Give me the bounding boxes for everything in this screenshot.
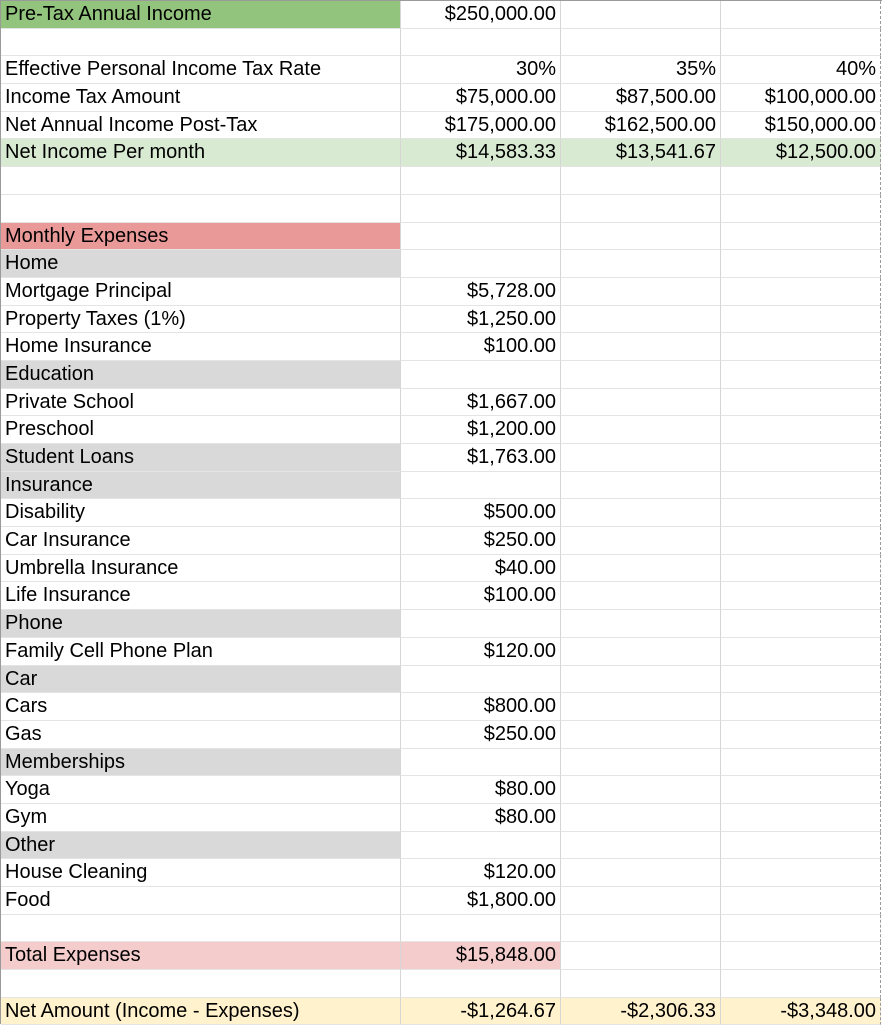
cell-r33-c2[interactable]: $1,800.00: [401, 887, 561, 915]
sheet-row: [1, 416, 882, 444]
cell-r22-c2[interactable]: $100.00: [401, 582, 561, 610]
cell-r16-c3[interactable]: [561, 416, 721, 444]
cell-r22-c4[interactable]: [721, 582, 881, 610]
cell-r27-c4[interactable]: [721, 721, 881, 749]
cell-r9-c1[interactable]: Monthly Expenses: [1, 223, 401, 251]
cell-r26-c3[interactable]: [561, 693, 721, 721]
cell-r4-c4[interactable]: $100,000.00: [721, 84, 881, 112]
cell-r13-c3[interactable]: [561, 333, 721, 361]
cell-r26-c4[interactable]: [721, 693, 881, 721]
cell-r37-c3[interactable]: -$2,306.33: [561, 998, 721, 1025]
sheet-row: [1, 887, 882, 915]
sheet-row: [1, 555, 882, 583]
cell-r11-c1[interactable]: Mortgage Principal: [1, 278, 401, 306]
cell-r23-c4[interactable]: [721, 610, 881, 638]
sheet-row: [1, 970, 882, 998]
cell-r8-c4[interactable]: [721, 195, 881, 223]
cell-r30-c4[interactable]: [721, 804, 881, 832]
cell-r30-c2[interactable]: $80.00: [401, 804, 561, 832]
cell-r18-c1[interactable]: Insurance: [1, 472, 401, 500]
sheet-row: [1, 278, 882, 306]
cell-r21-c2[interactable]: $40.00: [401, 555, 561, 583]
sheet-row: [1, 1, 882, 29]
cell-r33-c3[interactable]: [561, 887, 721, 915]
cell-r27-c1[interactable]: Gas: [1, 721, 401, 749]
cell-r3-c2[interactable]: 30%: [401, 56, 561, 84]
sheet-row: [1, 472, 882, 500]
cell-r28-c1[interactable]: Memberships: [1, 749, 401, 777]
cell-r9-c2[interactable]: [401, 223, 561, 251]
sheet-row: [1, 527, 882, 555]
cell-r30-c3[interactable]: [561, 804, 721, 832]
cell-r22-c3[interactable]: [561, 582, 721, 610]
cell-r16-c2[interactable]: $1,200.00: [401, 416, 561, 444]
cell-r7-c4[interactable]: [721, 167, 881, 195]
cell-r31-c1[interactable]: Other: [1, 832, 401, 860]
cell-r8-c2[interactable]: [401, 195, 561, 223]
cell-r23-c2[interactable]: [401, 610, 561, 638]
cell-r31-c2[interactable]: [401, 832, 561, 860]
sheet-row: [1, 56, 882, 84]
cell-r18-c4[interactable]: [721, 472, 881, 500]
cell-r31-c4[interactable]: [721, 832, 881, 860]
cell-r34-c1[interactable]: [1, 915, 401, 943]
sheet-row: [1, 112, 882, 140]
cell-r18-c2[interactable]: [401, 472, 561, 500]
cell-r17-c2[interactable]: $1,763.00: [401, 444, 561, 472]
cell-r31-c3[interactable]: [561, 832, 721, 860]
sheet-row: [1, 749, 882, 777]
cell-r24-c3[interactable]: [561, 638, 721, 666]
cell-r26-c1[interactable]: Cars: [1, 693, 401, 721]
cell-r1-c4[interactable]: [721, 1, 881, 29]
cell-r30-c1[interactable]: Gym: [1, 804, 401, 832]
cell-r10-c3[interactable]: [561, 250, 721, 278]
cell-r37-c2[interactable]: -$1,264.67: [401, 998, 561, 1025]
sheet-row: [1, 859, 882, 887]
cell-r19-c2[interactable]: $500.00: [401, 499, 561, 527]
cell-r25-c4[interactable]: [721, 666, 881, 694]
cell-r15-c1[interactable]: Private School: [1, 389, 401, 417]
cell-r24-c1[interactable]: Family Cell Phone Plan: [1, 638, 401, 666]
cell-r19-c3[interactable]: [561, 499, 721, 527]
cell-r36-c4[interactable]: [721, 970, 881, 998]
sheet-row: [1, 776, 882, 804]
cell-r27-c3[interactable]: [561, 721, 721, 749]
cell-r33-c4[interactable]: [721, 887, 881, 915]
cell-r23-c1[interactable]: Phone: [1, 610, 401, 638]
cell-r1-c2[interactable]: $250,000.00: [401, 1, 561, 29]
cell-r3-c4[interactable]: 40%: [721, 56, 881, 84]
cell-r4-c2[interactable]: $75,000.00: [401, 84, 561, 112]
cell-r25-c3[interactable]: [561, 666, 721, 694]
cell-r37-c4[interactable]: -$3,348.00: [721, 998, 881, 1025]
cell-r32-c3[interactable]: [561, 859, 721, 887]
sheet-row: [1, 666, 882, 694]
cell-r27-c2[interactable]: $250.00: [401, 721, 561, 749]
sheet-row: [1, 389, 882, 417]
cell-r2-c4[interactable]: [721, 29, 881, 57]
sheet-row: [1, 250, 882, 278]
cell-r5-c3[interactable]: $162,500.00: [561, 112, 721, 140]
cell-r4-c3[interactable]: $87,500.00: [561, 84, 721, 112]
cell-r3-c3[interactable]: 35%: [561, 56, 721, 84]
cell-r12-c1[interactable]: Property Taxes (1%): [1, 306, 401, 334]
cell-r7-c1[interactable]: [1, 167, 401, 195]
cell-r36-c3[interactable]: [561, 970, 721, 998]
cell-r12-c2[interactable]: $1,250.00: [401, 306, 561, 334]
cell-r3-c1[interactable]: Effective Personal Income Tax Rate: [1, 56, 401, 84]
cell-r13-c4[interactable]: [721, 333, 881, 361]
cell-r11-c2[interactable]: $5,728.00: [401, 278, 561, 306]
sheet-row: [1, 333, 882, 361]
cell-r32-c4[interactable]: [721, 859, 881, 887]
cell-r28-c3[interactable]: [561, 749, 721, 777]
sheet-row: [1, 361, 882, 389]
cell-r12-c3[interactable]: [561, 306, 721, 334]
sheet-row: [1, 444, 882, 472]
cell-r4-c1[interactable]: Income Tax Amount: [1, 84, 401, 112]
cell-r25-c1[interactable]: Car: [1, 666, 401, 694]
cell-r10-c4[interactable]: [721, 250, 881, 278]
cell-r1-c1[interactable]: Pre-Tax Annual Income: [1, 1, 401, 29]
sheet-row: [1, 167, 882, 195]
cell-r10-c1[interactable]: Home: [1, 250, 401, 278]
cell-r6-c3[interactable]: $13,541.67: [561, 139, 721, 167]
cell-r23-c3[interactable]: [561, 610, 721, 638]
cell-r26-c2[interactable]: $800.00: [401, 693, 561, 721]
sheet-row: [1, 693, 882, 721]
cell-r14-c1[interactable]: Education: [1, 361, 401, 389]
cell-r34-c4[interactable]: [721, 915, 881, 943]
cell-r20-c3[interactable]: [561, 527, 721, 555]
sheet-row: [1, 942, 882, 970]
cell-r9-c3[interactable]: [561, 223, 721, 251]
cell-r1-c3[interactable]: [561, 1, 721, 29]
sheet-row: [1, 139, 882, 167]
cell-r2-c2[interactable]: [401, 29, 561, 57]
cell-r12-c4[interactable]: [721, 306, 881, 334]
cell-r34-c2[interactable]: [401, 915, 561, 943]
cell-r36-c1[interactable]: [1, 970, 401, 998]
cell-r20-c2[interactable]: $250.00: [401, 527, 561, 555]
cell-r28-c4[interactable]: [721, 749, 881, 777]
cell-r16-c4[interactable]: [721, 416, 881, 444]
cell-r25-c2[interactable]: [401, 666, 561, 694]
sheet-row: [1, 306, 882, 334]
cell-r17-c4[interactable]: [721, 444, 881, 472]
cell-r35-c3[interactable]: [561, 942, 721, 970]
cell-r32-c1[interactable]: House Cleaning: [1, 859, 401, 887]
cell-r9-c4[interactable]: [721, 223, 881, 251]
cell-r35-c4[interactable]: [721, 942, 881, 970]
sheet-row: [1, 610, 882, 638]
cell-r5-c1[interactable]: Net Annual Income Post-Tax: [1, 112, 401, 140]
cell-r10-c2[interactable]: [401, 250, 561, 278]
cell-r20-c4[interactable]: [721, 527, 881, 555]
cell-r8-c1[interactable]: [1, 195, 401, 223]
cell-r8-c3[interactable]: [561, 195, 721, 223]
cell-r6-c4[interactable]: $12,500.00: [721, 139, 881, 167]
sheet-row: [1, 915, 882, 943]
cell-r13-c1[interactable]: Home Insurance: [1, 333, 401, 361]
cell-r35-c1[interactable]: Total Expenses: [1, 942, 401, 970]
sheet-row: [1, 195, 882, 223]
sheet-row: [1, 804, 882, 832]
cell-r15-c2[interactable]: $1,667.00: [401, 389, 561, 417]
sheet-row: [1, 29, 882, 57]
cell-r32-c2[interactable]: $120.00: [401, 859, 561, 887]
cell-r29-c3[interactable]: [561, 776, 721, 804]
cell-r5-c4[interactable]: $150,000.00: [721, 112, 881, 140]
cell-r17-c3[interactable]: [561, 444, 721, 472]
cell-r34-c3[interactable]: [561, 915, 721, 943]
cell-r16-c1[interactable]: Preschool: [1, 416, 401, 444]
cell-r14-c3[interactable]: [561, 361, 721, 389]
cell-r19-c4[interactable]: [721, 499, 881, 527]
cell-r6-c2[interactable]: $14,583.33: [401, 139, 561, 167]
cell-r37-c1[interactable]: Net Amount (Income - Expenses): [1, 998, 401, 1025]
cell-r21-c1[interactable]: Umbrella Insurance: [1, 555, 401, 583]
sheet-row: [1, 832, 882, 860]
cell-r13-c2[interactable]: $100.00: [401, 333, 561, 361]
cell-r29-c2[interactable]: $80.00: [401, 776, 561, 804]
cell-r17-c1[interactable]: Student Loans: [1, 444, 401, 472]
cell-r7-c2[interactable]: [401, 167, 561, 195]
sheet-row: [1, 998, 882, 1025]
sheet-row: [1, 84, 882, 112]
cell-r21-c3[interactable]: [561, 555, 721, 583]
cell-r29-c4[interactable]: [721, 776, 881, 804]
cell-r28-c2[interactable]: [401, 749, 561, 777]
sheet-row: [1, 223, 882, 251]
cell-r35-c2[interactable]: $15,848.00: [401, 942, 561, 970]
cell-r2-c1[interactable]: [1, 29, 401, 57]
cell-r24-c4[interactable]: [721, 638, 881, 666]
cell-r20-c1[interactable]: Car Insurance: [1, 527, 401, 555]
cell-r33-c1[interactable]: Food: [1, 887, 401, 915]
cell-r21-c4[interactable]: [721, 555, 881, 583]
cell-r2-c3[interactable]: [561, 29, 721, 57]
cell-r19-c1[interactable]: Disability: [1, 499, 401, 527]
sheet-row: [1, 638, 882, 666]
sheet-row: [1, 499, 882, 527]
cell-r36-c2[interactable]: [401, 970, 561, 998]
cell-r6-c1[interactable]: Net Income Per month: [1, 139, 401, 167]
cell-r24-c2[interactable]: $120.00: [401, 638, 561, 666]
cell-r11-c4[interactable]: [721, 278, 881, 306]
sheet-row: [1, 721, 882, 749]
cell-r5-c2[interactable]: $175,000.00: [401, 112, 561, 140]
cell-r18-c3[interactable]: [561, 472, 721, 500]
cell-r15-c3[interactable]: [561, 389, 721, 417]
sheet-row: [1, 582, 882, 610]
cell-r7-c3[interactable]: [561, 167, 721, 195]
cell-r15-c4[interactable]: [721, 389, 881, 417]
cell-r14-c2[interactable]: [401, 361, 561, 389]
cell-r14-c4[interactable]: [721, 361, 881, 389]
cell-r29-c1[interactable]: Yoga: [1, 776, 401, 804]
cell-r11-c3[interactable]: [561, 278, 721, 306]
cell-r22-c1[interactable]: Life Insurance: [1, 582, 401, 610]
